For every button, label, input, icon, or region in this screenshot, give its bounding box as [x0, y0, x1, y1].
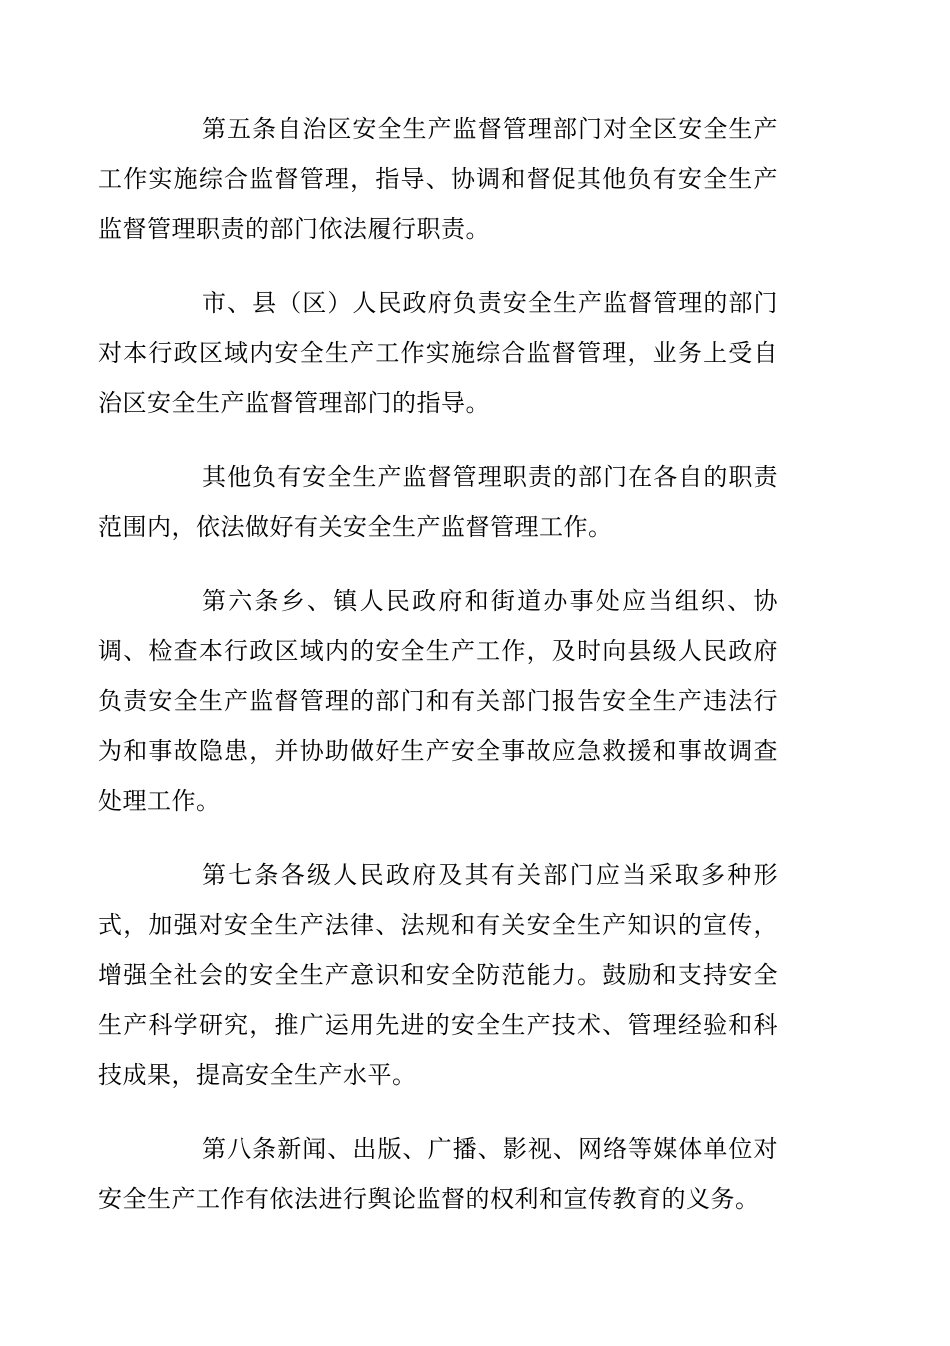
paragraph-article-6: 第六条乡、镇人民政府和街道办事处应当组织、协调、检查本行政区域内的安全生产工作，及时向县级人民政府负责安全生产监督管理的部门和有关部门报告安全生产违法行为和事故隐患，并协助做好生产安全事故应急救援和事故调查处理工作。 — [98, 587, 778, 815]
paragraph-article-7: 第七条各级人民政府及其有关部门应当采取多种形式，加强对安全生产法律、法规和有关安全生产知识的宣传，增强全社会的安全生产意识和安全防范能力。鼓励和支持安全生产科学研究，推广运用先进的安全生产技术、管理经验和科技成果，提高安全生产水平。 — [98, 861, 778, 1089]
paragraph-article-8: 第八条新闻、出版、广播、影视、网络等媒体单位对安全生产工作有依法进行舆论监督的权利和宣传教育的义务。 — [98, 1135, 778, 1213]
document-body — [98, 104, 778, 1248]
paragraph-city-county: 市、县（区）人民政府负责安全生产监督管理的部门对本行政区域内安全生产工作实施综合监督管理，业务上受自治区安全生产监督管理部门的指导。 — [98, 289, 778, 417]
paragraph-article-5: 第五条自治区安全生产监督管理部门对全区安全生产工作实施综合监督管理，指导、协调和督促其他负有安全生产监督管理职责的部门依法履行职责。 — [98, 115, 778, 243]
paragraph-other-departments: 其他负有安全生产监督管理职责的部门在各自的职责范围内，依法做好有关安全生产监督管理工作。 — [98, 463, 778, 541]
